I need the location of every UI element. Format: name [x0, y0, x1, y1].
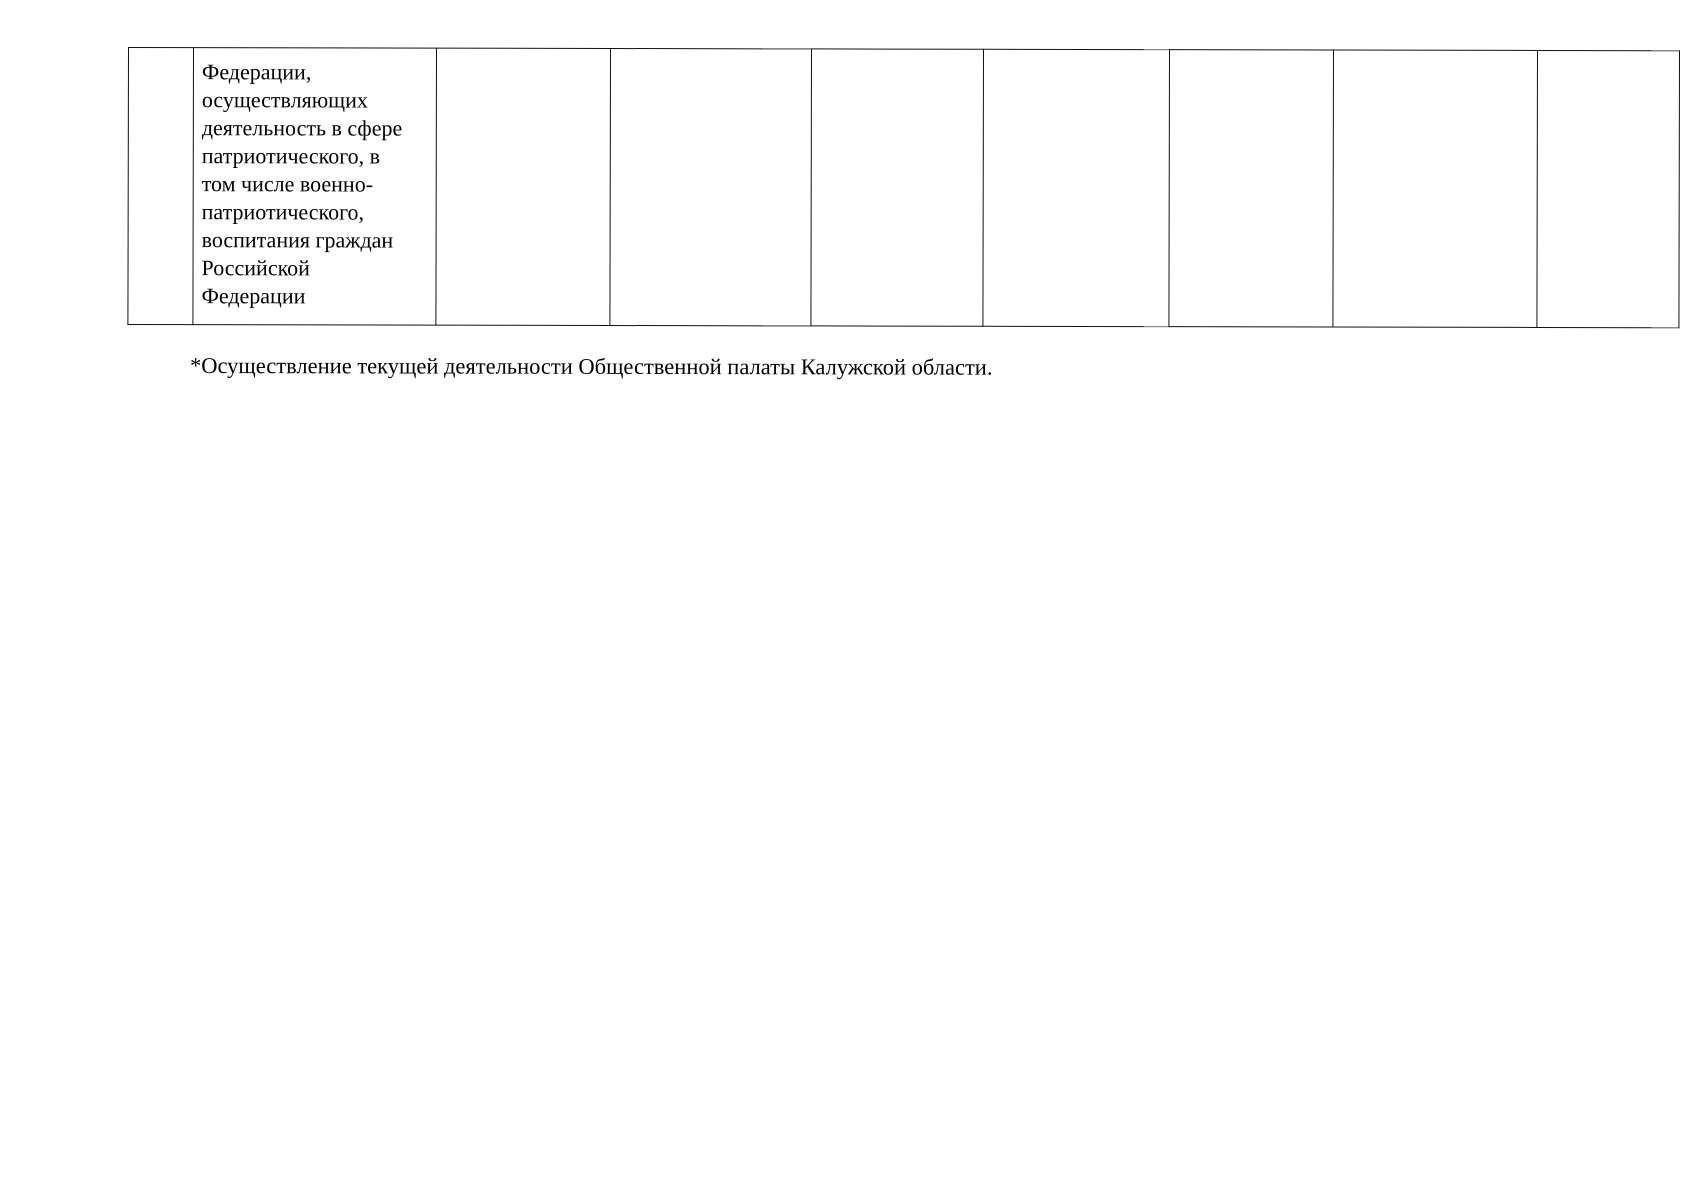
value-cell-2 — [610, 49, 812, 326]
row-description-cell — [193, 48, 437, 326]
value-cell-7 — [1537, 50, 1680, 327]
value-cell-1 — [436, 48, 611, 325]
value-cell-6 — [1333, 50, 1538, 327]
value-cell-4 — [983, 49, 1170, 326]
footnote: *Осуществление текущей деятельности Общественной палаты Калужской области. — [189, 353, 993, 380]
value-cell-3 — [811, 49, 984, 326]
row-description-text: Федерации, осуществляющих деятельность в сфере патриотического, в том числе военно- патриотического, воспитания граждан Российской Федерации — [201, 59, 403, 309]
table-row — [128, 48, 1680, 328]
row-number-cell — [128, 48, 194, 325]
value-cell-5 — [1169, 50, 1334, 327]
table-continuation — [127, 47, 1680, 328]
